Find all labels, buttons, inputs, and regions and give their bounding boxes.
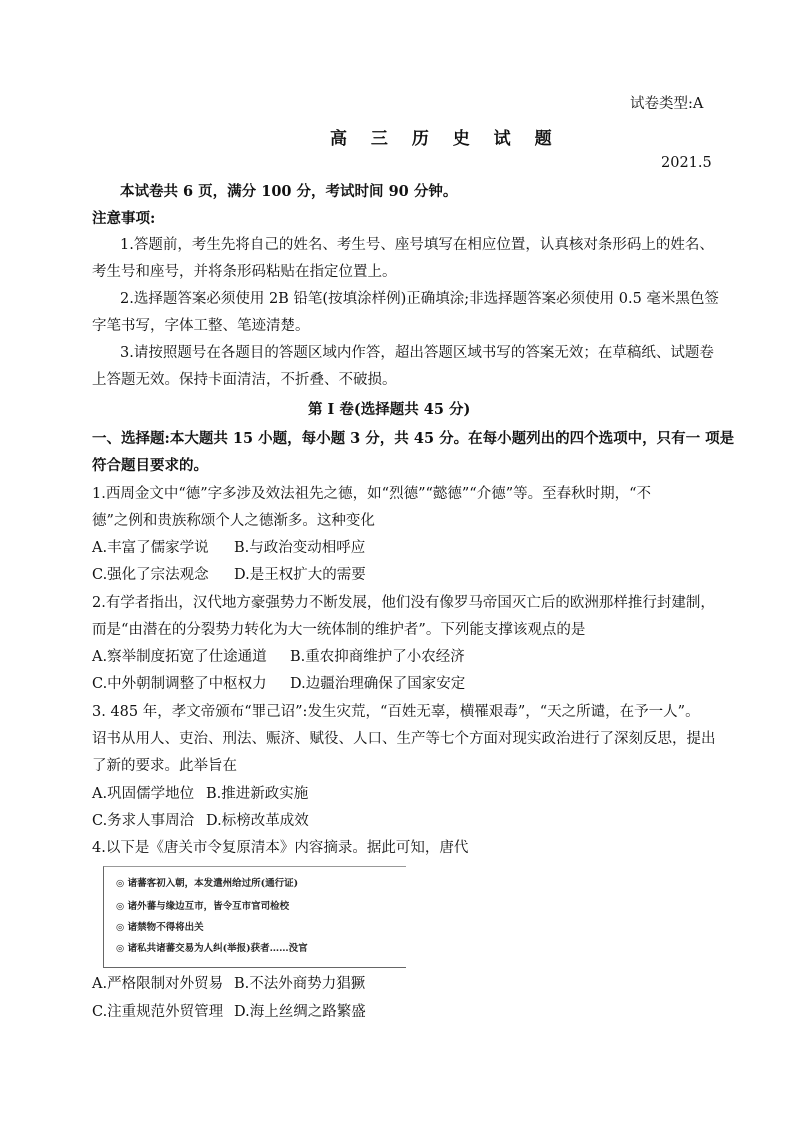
excerpt-box [103,866,406,968]
question-2-stem: 而是“由潜在的分裂势力转化为大一统体制的维护者”。下列能支撑该观点的是 [92,622,586,638]
question-3-stem: 3. 485 年，孝文帝颁布“罪己诏”:发生灾荒，“百姓无辜，横罹艰毒”，“天之所谴，在予一人”。 [92,704,700,720]
paper-type-label: 试卷类型:A [630,96,704,112]
excerpt-line: ◎ 诸外蕃与缘边互市，皆令互市官司检校 [116,901,290,912]
question-2-option-b: B.重农抑商维护了小农经济 [290,649,465,665]
question-1-option-b: B.与政治变动相呼应 [234,540,366,556]
note-line: 上答题无效。保持卡面清洁，不折叠、不破损。 [92,372,397,388]
excerpt-line: ◎ 诸私共诸蕃交易为人纠(举报)获者……没官 [116,943,308,954]
question-4-option-c: C.注重规范外贸管理 [92,1004,224,1020]
note-line: 考生号和座号，并将条形码粘贴在指定位置上。 [92,264,397,280]
excerpt-line: ◎ 诸蕃客初入朝，本发遣州给过所(通行证) [116,878,299,889]
question-3-stem: 了新的要求。此举旨在 [92,758,237,774]
question-2-option-a: A.察举制度拓宽了仕途通道 [92,649,267,665]
question-3-option-b: B.推进新政实施 [206,786,309,802]
question-1-option-d: D.是王权扩大的需要 [234,567,366,583]
exam-summary: 本试卷共 6 页，满分 100 分，考试时间 90 分钟。 [120,183,458,200]
section-heading: 第 I 卷(选择题共 45 分) [308,401,471,418]
question-4-option-a: A.严格限制对外贸易 [92,976,224,992]
excerpt-line: ◎ 诸禁物不得将出关 [116,922,204,933]
question-1-stem: 1.西周金文中“德”字多涉及效法祖先之德，如“烈德”“懿德”“介德”等。至春秋时期，“不 [92,486,652,502]
question-1-option-a: A.丰富了儒家学说 [92,540,209,556]
question-2-option-d: D.边疆治理确保了国家安定 [290,676,466,692]
note-line: 1.答题前，考生先将自己的姓名、考生号、座号填写在相应位置，认真核对条形码上的姓名、 [120,237,714,253]
question-4-option-d: D.海上丝绸之路繁盛 [234,1004,366,1020]
question-1-option-c: C.强化了宗法观念 [92,567,209,583]
notes-heading: 注意事项: [92,210,156,227]
question-2-stem: 2.有学者指出，汉代地方豪强势力不断发展，他们没有像罗马帝国灭亡后的欧洲那样推行封建制， [92,595,715,611]
question-3-option-a: A.巩固儒学地位 [92,786,195,802]
section-instruction: 符合题目要求的。 [92,457,208,474]
question-3-stem: 诏书从用人、吏治、刑法、赈济、赋役、人口、生产等七个方面对现实政治进行了深刻反思，提出 [92,731,716,747]
note-line: 字笔书写，字体工整、笔迹清楚。 [92,318,310,334]
note-line: 2.选择题答案必须使用 2B 铅笔(按填涂样例)正确填涂;非选择题答案必须使用 0.5 毫米黑色签 [120,291,719,307]
question-3-option-c: C.务求人事周洽 [92,813,195,829]
question-1-stem: 德”之例和贵族称颂个人之德渐多。这种变化 [92,513,375,529]
question-2-option-c: C.中外朝制调整了中枢权力 [92,676,267,692]
page-title: 高 三 历 史 试 题 [330,129,561,149]
question-4-option-b: B.不法外商势力猖獗 [234,976,366,992]
question-3-option-d: D.标榜改革成效 [206,813,309,829]
section-instruction: 一、选择题:本大题共 15 小题，每小题 3 分，共 45 分。在每小题列出的四个选项中，只有一 项是 [92,430,735,447]
exam-date: 2021.5 [661,155,712,171]
note-line: 3.请按照题号在各题目的答题区域内作答，超出答题区域书写的答案无效；在草稿纸、试题卷 [120,345,714,361]
question-4-stem: 4.以下是《唐关市令复原清本》内容摘录。据此可知，唐代 [92,840,469,856]
